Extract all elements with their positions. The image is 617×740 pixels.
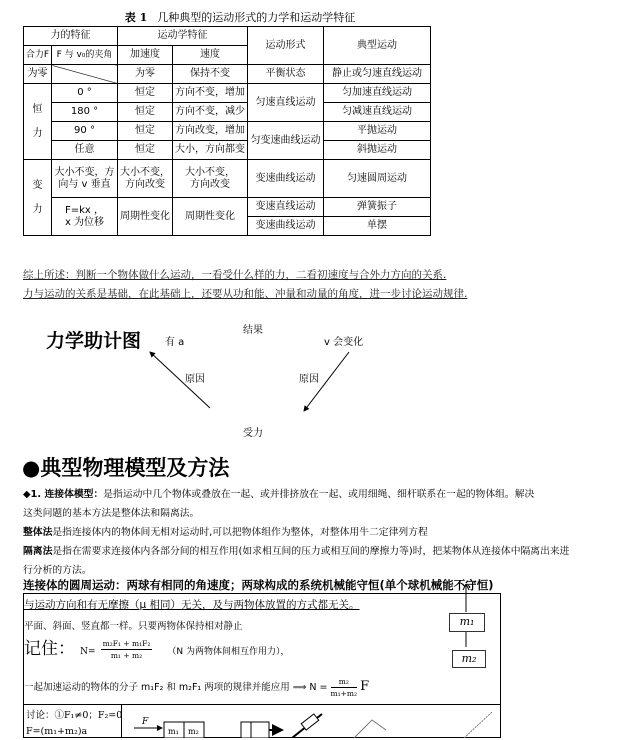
box-line-4: 一起加速运动的物体的分子 m₁F₂ 和 m₂F₁ 两项的规律并能应用 ⟹ N = $\frac{\text{m₂}}{\text{m₁+m₂}}$ F: [24, 677, 370, 698]
summary-line-2: 力与运动的关系是基础，在此基础上，还要从功和能、冲量和动量的角度，进一步讨论运动规律.: [23, 288, 468, 300]
motion-features-table: [23, 26, 431, 236]
box-line-1: 与运动方向和有无摩擦（μ 相同）无关，及与两物体放置的方式都无关。: [24, 599, 360, 611]
table-row: [24, 65, 431, 84]
connected-bodies-figures: [124, 706, 500, 738]
table-row: [24, 103, 431, 122]
cell-force: 为零: [24, 65, 52, 84]
table-row: [24, 160, 431, 198]
table-caption-label: 表 1: [124, 11, 148, 24]
cell-angle: 180 °: [52, 103, 118, 122]
cell-typical: 弹簧振子: [324, 198, 431, 217]
node-force: 受力: [243, 428, 263, 439]
header-angle: F 与 v₀的夹角: [52, 46, 118, 65]
node-velocity-change: v 会变化: [324, 337, 364, 348]
cell-accel: 恒定: [118, 84, 173, 103]
whole-method-label: 整体法: [23, 527, 53, 538]
cell-accel: 为零: [118, 65, 173, 84]
table-row: [24, 122, 431, 141]
edge-label-cause-left: 原因: [185, 374, 205, 385]
table-row: [24, 198, 431, 217]
cell-typical: 单摆: [324, 217, 431, 236]
connected-body-paragraph: ◆1. 连接体模型：是指运动中几个物体或叠放在一起、或并排挤放在一起、或用细绳、细杆联系在一起的物体组。解决 这类问题的基本方法是整体法和隔离法。 整体法是指连接体内的物体间无相对运动时,可以把物体组作为整体，对整体用牛二定律列方程 隔离法是指在需要求连接体内各部分间的相互作用(如求相互间的压力或相互间的摩擦力等)时，把某物体从连接体中隔离出来进 行分析的方法。: [23, 489, 570, 576]
cell-typical: 静止或匀速直线运动: [324, 65, 431, 84]
cell-angle: 90 °: [52, 122, 118, 141]
slope-figure: [464, 712, 492, 738]
cell-force: 大小不变，方 向与 v 垂直: [52, 160, 118, 198]
cell-angle: 任意: [52, 141, 118, 160]
cell-form: 匀速直线运动: [248, 84, 324, 122]
table-caption-text: 几种典型的运动形式的力学和运动学特征: [157, 11, 356, 24]
cell-variable-force-label: 变 力: [24, 160, 52, 236]
cell-typical: 斜抛运动: [324, 141, 431, 160]
box-line-2: 平面、斜面、竖直都一样。只要两物体保持相对静止: [24, 621, 243, 632]
box-divider: [24, 704, 500, 705]
cell-typical: 匀减速直线运动: [324, 103, 431, 122]
cell-form: 平衡状态: [248, 65, 324, 84]
header-net-force: 合力F: [24, 46, 52, 65]
cell-form: 匀变速曲线运动: [248, 122, 324, 160]
cell-diagonal: [52, 65, 118, 84]
force-label: F: [142, 717, 149, 727]
formula-fraction: $\frac{\text{m₂F₁ + m₁F₂}}{\text{m₁ + m₂}}$: [102, 639, 151, 660]
header-acceleration: 加速度: [118, 46, 173, 65]
mass-m1-box: m₁: [449, 613, 485, 632]
header-kinematic-features: 运动学特征: [118, 27, 248, 46]
cell-velocity: 方向不变，减少: [173, 103, 248, 122]
table-header-row: [24, 27, 431, 46]
remember-formula: 记住： N= $\frac{\text{m₂F₁ + m₁F₂}}{\text{m₁ + m₂}}$ （N 为两物体间相互作用力），: [24, 639, 290, 660]
node-acceleration: 有 a: [165, 337, 185, 348]
cell-constant-force-label: 恒 力: [24, 84, 52, 160]
table-caption: [0, 9, 480, 25]
item1-label: ◆1. 连接体模型：: [23, 489, 104, 500]
isolate-method-label: 隔离法: [23, 546, 53, 557]
svg-text:m₁: m₁: [168, 727, 179, 736]
cell-typical: 匀速圆周运动: [324, 160, 431, 198]
cell-velocity: 大小不变， 方向改变: [173, 160, 248, 198]
cell-velocity: 周期性变化: [173, 198, 248, 236]
cell-velocity: 保持不变: [173, 65, 248, 84]
header-motion-form: 运动形式: [248, 27, 324, 65]
cell-accel: 恒定: [118, 122, 173, 141]
cell-velocity: 方向改变，增加: [173, 122, 248, 141]
summary-line-1: 综上所述：判断一个物体做什么运动，一看受什么样的力，二看初速度与合外力方向的关系.: [23, 269, 447, 281]
block-a: [241, 722, 251, 738]
svg-text:m₂: m₂: [188, 727, 199, 736]
cell-accel: 恒定: [118, 141, 173, 160]
cell-form: 变速曲线运动: [248, 160, 324, 198]
table-row: [24, 141, 431, 160]
cell-force: F=kx ， x 为位移: [52, 198, 118, 236]
cell-velocity: 方向不变，增加: [173, 84, 248, 103]
header-force-features: 力的特征: [24, 27, 118, 46]
cell-accel: 周期性变化: [118, 198, 173, 236]
section-title: ●典型物理模型及方法: [22, 455, 230, 480]
circular-motion-heading: 连接体的圆周运动：两球有相同的角速度；两球构成的系统机械能守恒(单个球机械能不守恒): [23, 578, 494, 592]
cell-velocity: 大小，方向都变: [173, 141, 248, 160]
block-b: [251, 722, 269, 738]
formula-box: [23, 593, 501, 738]
cell-accel: 大小不变， 方向改变: [118, 160, 173, 198]
table-row: [24, 84, 431, 103]
cell-typical: 匀加速直线运动: [324, 84, 431, 103]
header-typical-motion: 典型运动: [324, 27, 431, 65]
wedge-figure: [354, 720, 386, 738]
cell-angle: 0 °: [52, 84, 118, 103]
cell-typical: 平抛运动: [324, 122, 431, 141]
discussion-text: 讨论：①F₁≠0；F₂=0 F=(m₁+m₂)a: [26, 710, 123, 737]
cell-accel: 恒定: [118, 103, 173, 122]
summary-paragraph: [23, 266, 467, 304]
header-velocity: 速度: [173, 46, 248, 65]
diagram-title: 力学助计图: [46, 330, 142, 352]
edge-label-cause-right: 原因: [299, 374, 319, 385]
mass-m2-box: m₂: [452, 650, 486, 668]
cell-form: 变速曲线运动: [248, 217, 324, 236]
mechanics-diagram: [0, 310, 420, 440]
edge-label-result: 结果: [243, 325, 263, 336]
cell-form: 变速直线运动: [248, 198, 324, 217]
